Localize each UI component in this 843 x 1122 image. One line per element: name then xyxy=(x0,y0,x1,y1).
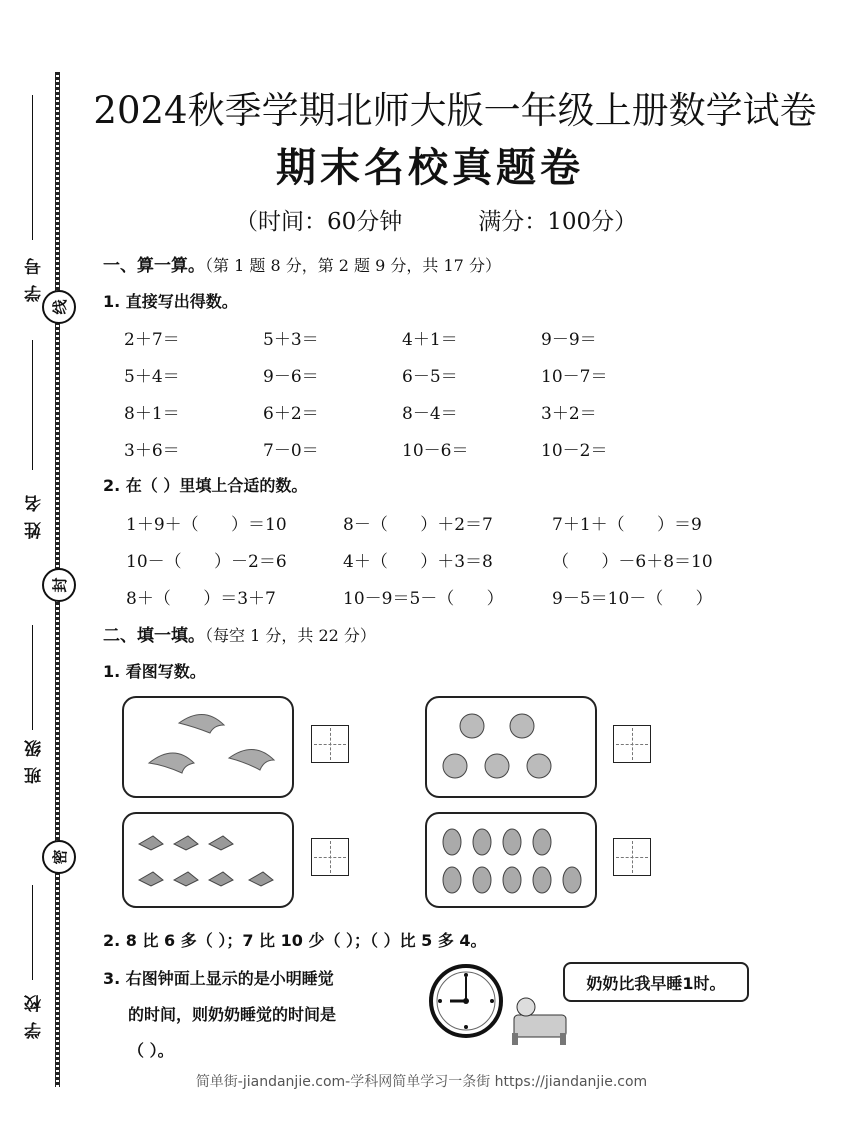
exam-title: 2024秋季学期北师大版一年级上册数学试卷 xyxy=(93,89,817,132)
equation: 6－5＝ xyxy=(402,367,458,387)
field-label-student-no: 学号 xyxy=(25,248,45,302)
fill-in-equation: 10－（ ）－2＝6 xyxy=(126,552,287,572)
s1-q2-label: 2. 在（ ）里填上合适的数。 xyxy=(103,476,308,495)
seal-secret: 密 xyxy=(42,840,76,874)
equation: 4＋1＝ xyxy=(402,330,458,350)
equation: 7－0＝ xyxy=(263,441,319,461)
s2-q3-line1: 3. 右图钟面上显示的是小明睡觉 xyxy=(103,969,334,988)
exam-info xyxy=(235,203,637,236)
answer-box-dolphins[interactable] xyxy=(311,725,349,763)
fill-in-equation: 8－（ ）＋2＝7 xyxy=(343,515,493,535)
equation: 10－6＝ xyxy=(402,441,469,461)
equation: 8＋1＝ xyxy=(124,404,180,424)
answer-box-roosters[interactable] xyxy=(613,725,651,763)
s2-q3-line2: 的时间，则奶奶睡觉的时间是 xyxy=(128,1005,337,1024)
field-line-name xyxy=(32,340,33,470)
s2-q3-line3: （ ）。 xyxy=(128,1041,174,1060)
equation: 10－7＝ xyxy=(541,367,608,387)
exam-time: （时间：60分钟 xyxy=(235,209,403,235)
equation: 6＋2＝ xyxy=(263,404,319,424)
equation: 5＋3＝ xyxy=(263,330,319,350)
field-line-class xyxy=(32,625,33,730)
equation: 5＋4＝ xyxy=(124,367,180,387)
field-label-class: 班级 xyxy=(25,730,45,784)
field-label-name: 姓名 xyxy=(25,485,45,539)
field-line-school xyxy=(32,885,33,980)
speech-bubble: 奶奶比我早睡1时。 xyxy=(563,962,749,1002)
s2-q1-label: 1. 看图写数。 xyxy=(103,662,206,681)
answer-box-birds[interactable] xyxy=(311,838,349,876)
equation: 10－2＝ xyxy=(541,441,608,461)
picture-roosters xyxy=(425,696,597,798)
equation: 3＋6＝ xyxy=(124,441,180,461)
footer-watermark: 简单街-jiandanjie.com-学科网简单学习一条街 https://jiandanjie.com xyxy=(195,1074,648,1090)
exam-score: 满分：100分） xyxy=(478,209,638,235)
picture-birds xyxy=(122,812,294,908)
fill-in-equation: 8＋（ ）＝3＋7 xyxy=(126,589,276,609)
section1-note: （第 1 题 8 分，第 2 题 9 分，共 17 分） xyxy=(205,256,501,275)
bird-icons xyxy=(124,814,292,906)
seal-line: 线 xyxy=(42,290,76,324)
fill-in-equation: 10－9＝5－（ ） xyxy=(343,589,504,609)
picture-dolphins xyxy=(122,696,294,798)
section1-heading xyxy=(103,251,501,276)
seal-seal: 封 xyxy=(42,568,76,602)
fill-in-equation: （ ）－6＋8＝10 xyxy=(552,552,713,572)
answer-box-geese[interactable] xyxy=(613,838,651,876)
rooster-icons xyxy=(427,698,595,796)
field-label-school: 学校 xyxy=(25,985,45,1039)
section2-heading xyxy=(103,621,376,646)
equation: 9－9＝ xyxy=(541,330,597,350)
s2-q2: 2. 8 比 6 多（ ）；7 比 10 少（ ）；（ ）比 5 多 4。 xyxy=(103,931,487,950)
exam-subtitle: 期末名校真题卷 xyxy=(276,145,584,191)
equation: 2＋7＝ xyxy=(124,330,180,350)
dolphin-icons xyxy=(124,698,292,796)
goose-icons xyxy=(427,814,595,906)
fill-in-equation: 7＋1＋（ ）＝9 xyxy=(552,515,702,535)
section2-title: 二、填一填。 xyxy=(103,626,205,646)
fill-in-equation: 9－5＝10－（ ） xyxy=(552,589,713,609)
field-line-student-no xyxy=(32,95,33,240)
fill-in-equation: 4＋（ ）＋3＝8 xyxy=(343,552,493,572)
clock-icon xyxy=(428,963,504,1039)
equation: 9－6＝ xyxy=(263,367,319,387)
equation: 3＋2＝ xyxy=(541,404,597,424)
s1-q1-label: 1. 直接写出得数。 xyxy=(103,292,238,311)
section1-title: 一、算一算。 xyxy=(103,256,205,276)
fill-in-equation: 1＋9＋（ ）＝10 xyxy=(126,515,287,535)
picture-geese xyxy=(425,812,597,908)
section2-note: （每空 1 分，共 22 分） xyxy=(205,626,376,645)
equation: 8－4＝ xyxy=(402,404,458,424)
